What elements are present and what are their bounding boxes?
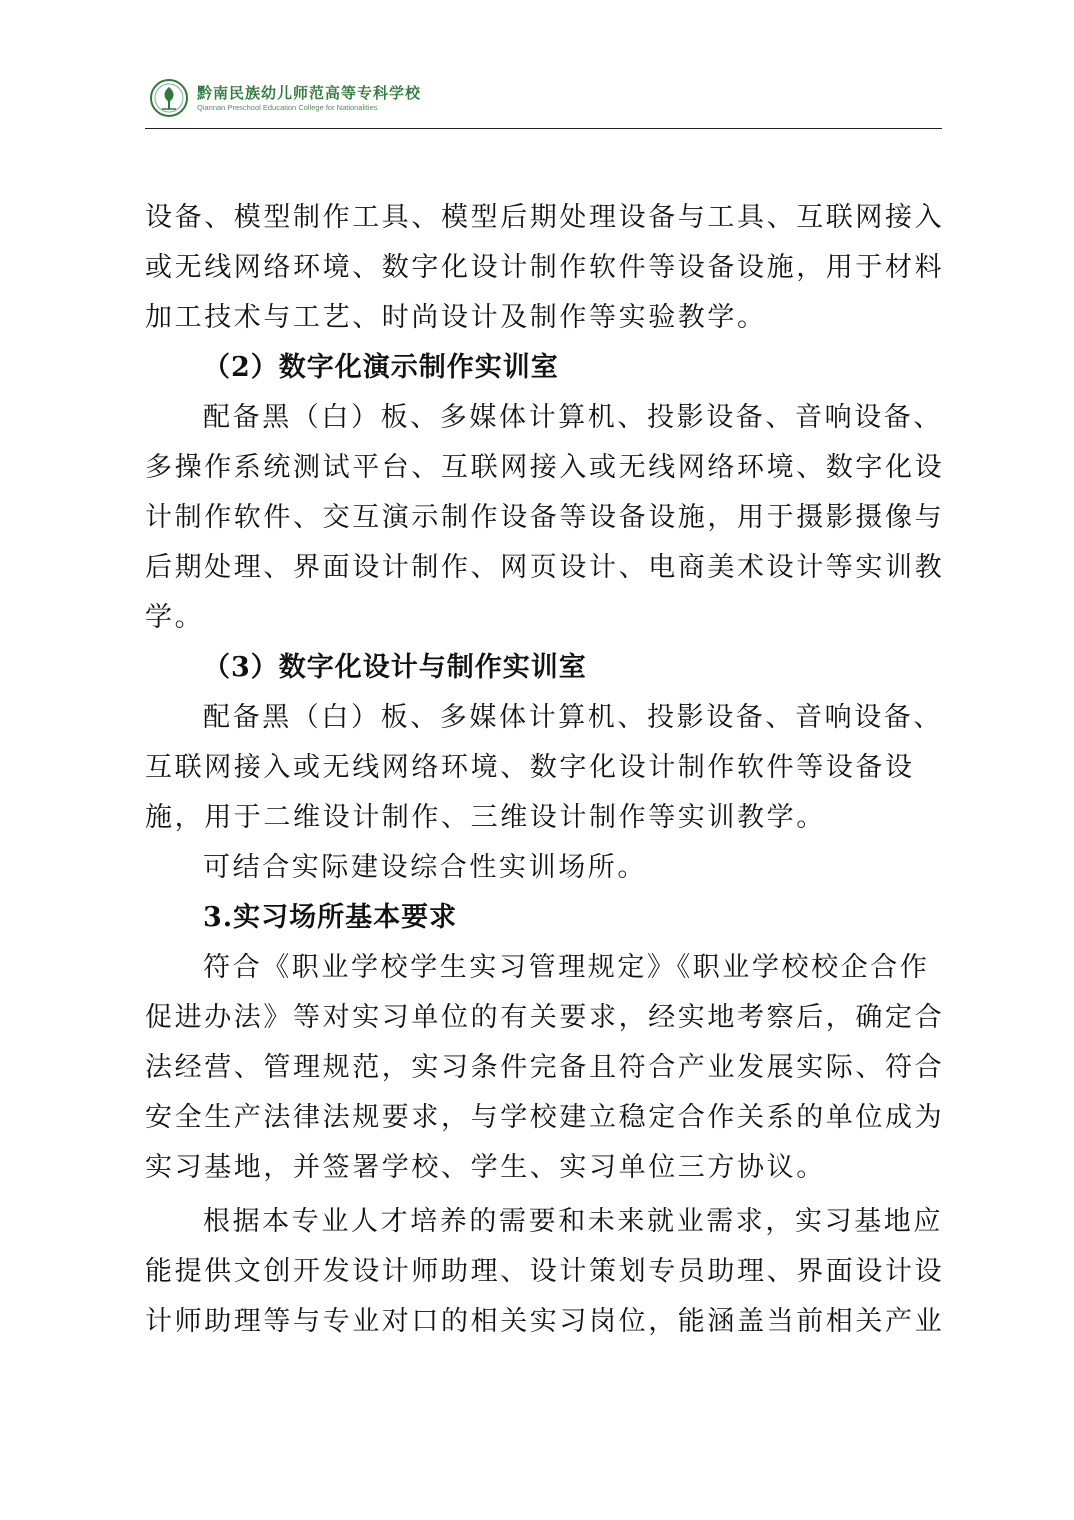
page-header <box>145 70 942 129</box>
text-line: 施，用于二维设计制作、三维设计制作等实训教学。 <box>145 802 826 833</box>
text-line: 法经营、管理规范，实习条件完备且符合产业发展实际、符合 <box>145 1052 945 1083</box>
section-heading: （3）数字化设计与制作实训室 <box>203 652 587 683</box>
text-line: 计师助理等与专业对口的相关实习岗位，能涵盖当前相关产业 <box>145 1306 945 1337</box>
text-line: 能提供文创开发设计师助理、设计策划专员助理、界面设计设 <box>145 1256 945 1287</box>
text-line: 可结合实际建设综合性实训场所。 <box>203 852 647 883</box>
section-heading: （2）数字化演示制作实训室 <box>203 352 559 383</box>
text-line: 或无线网络环境、数字化设计制作软件等设备设施，用于材料 <box>145 252 945 283</box>
text-line: 配备黑（白）板、多媒体计算机、投影设备、音响设备、 <box>203 702 943 733</box>
text-line: 设备、模型制作工具、模型后期处理设备与工具、互联网接入 <box>145 202 945 233</box>
text-line: 配备黑（白）板、多媒体计算机、投影设备、音响设备、 <box>203 402 943 433</box>
text-line: 促进办法》等对实习单位的有关要求，经实地考察后，确定合 <box>145 1002 945 1033</box>
school-name: 黔南民族幼儿师范高等专科学校 <box>197 84 422 102</box>
text-line: 计制作软件、交互演示制作设备等设备设施，用于摄影摄像与 <box>145 502 945 533</box>
school-logo-icon <box>149 78 189 118</box>
document-body <box>145 193 945 1347</box>
text-line: 学。 <box>145 602 205 633</box>
text-line: 互联网接入或无线网络环境、数字化设计制作软件等设备设 <box>145 752 915 783</box>
text-line: 后期处理、界面设计制作、网页设计、电商美术设计等实训教 <box>145 552 945 583</box>
text-line: 安全生产法律法规要求，与学校建立稳定合作关系的单位成为 <box>145 1102 945 1133</box>
text-line: 多操作系统测试平台、互联网接入或无线网络环境、数字化设 <box>145 452 945 483</box>
text-line: 加工技术与工艺、时尚设计及制作等实验教学。 <box>145 302 767 333</box>
text-line: 实习基地，并签署学校、学生、实习单位三方协议。 <box>145 1152 826 1183</box>
text-line: 根据本专业人才培养的需要和未来就业需求，实习基地应 <box>203 1206 943 1237</box>
school-name-english: Qiannan Preschool Education College for Nationalities <box>197 103 378 112</box>
text-line: 符合《职业学校学生实习管理规定》《职业学校校企合作 <box>203 952 930 983</box>
section-heading: 3.实习场所基本要求 <box>203 902 458 933</box>
